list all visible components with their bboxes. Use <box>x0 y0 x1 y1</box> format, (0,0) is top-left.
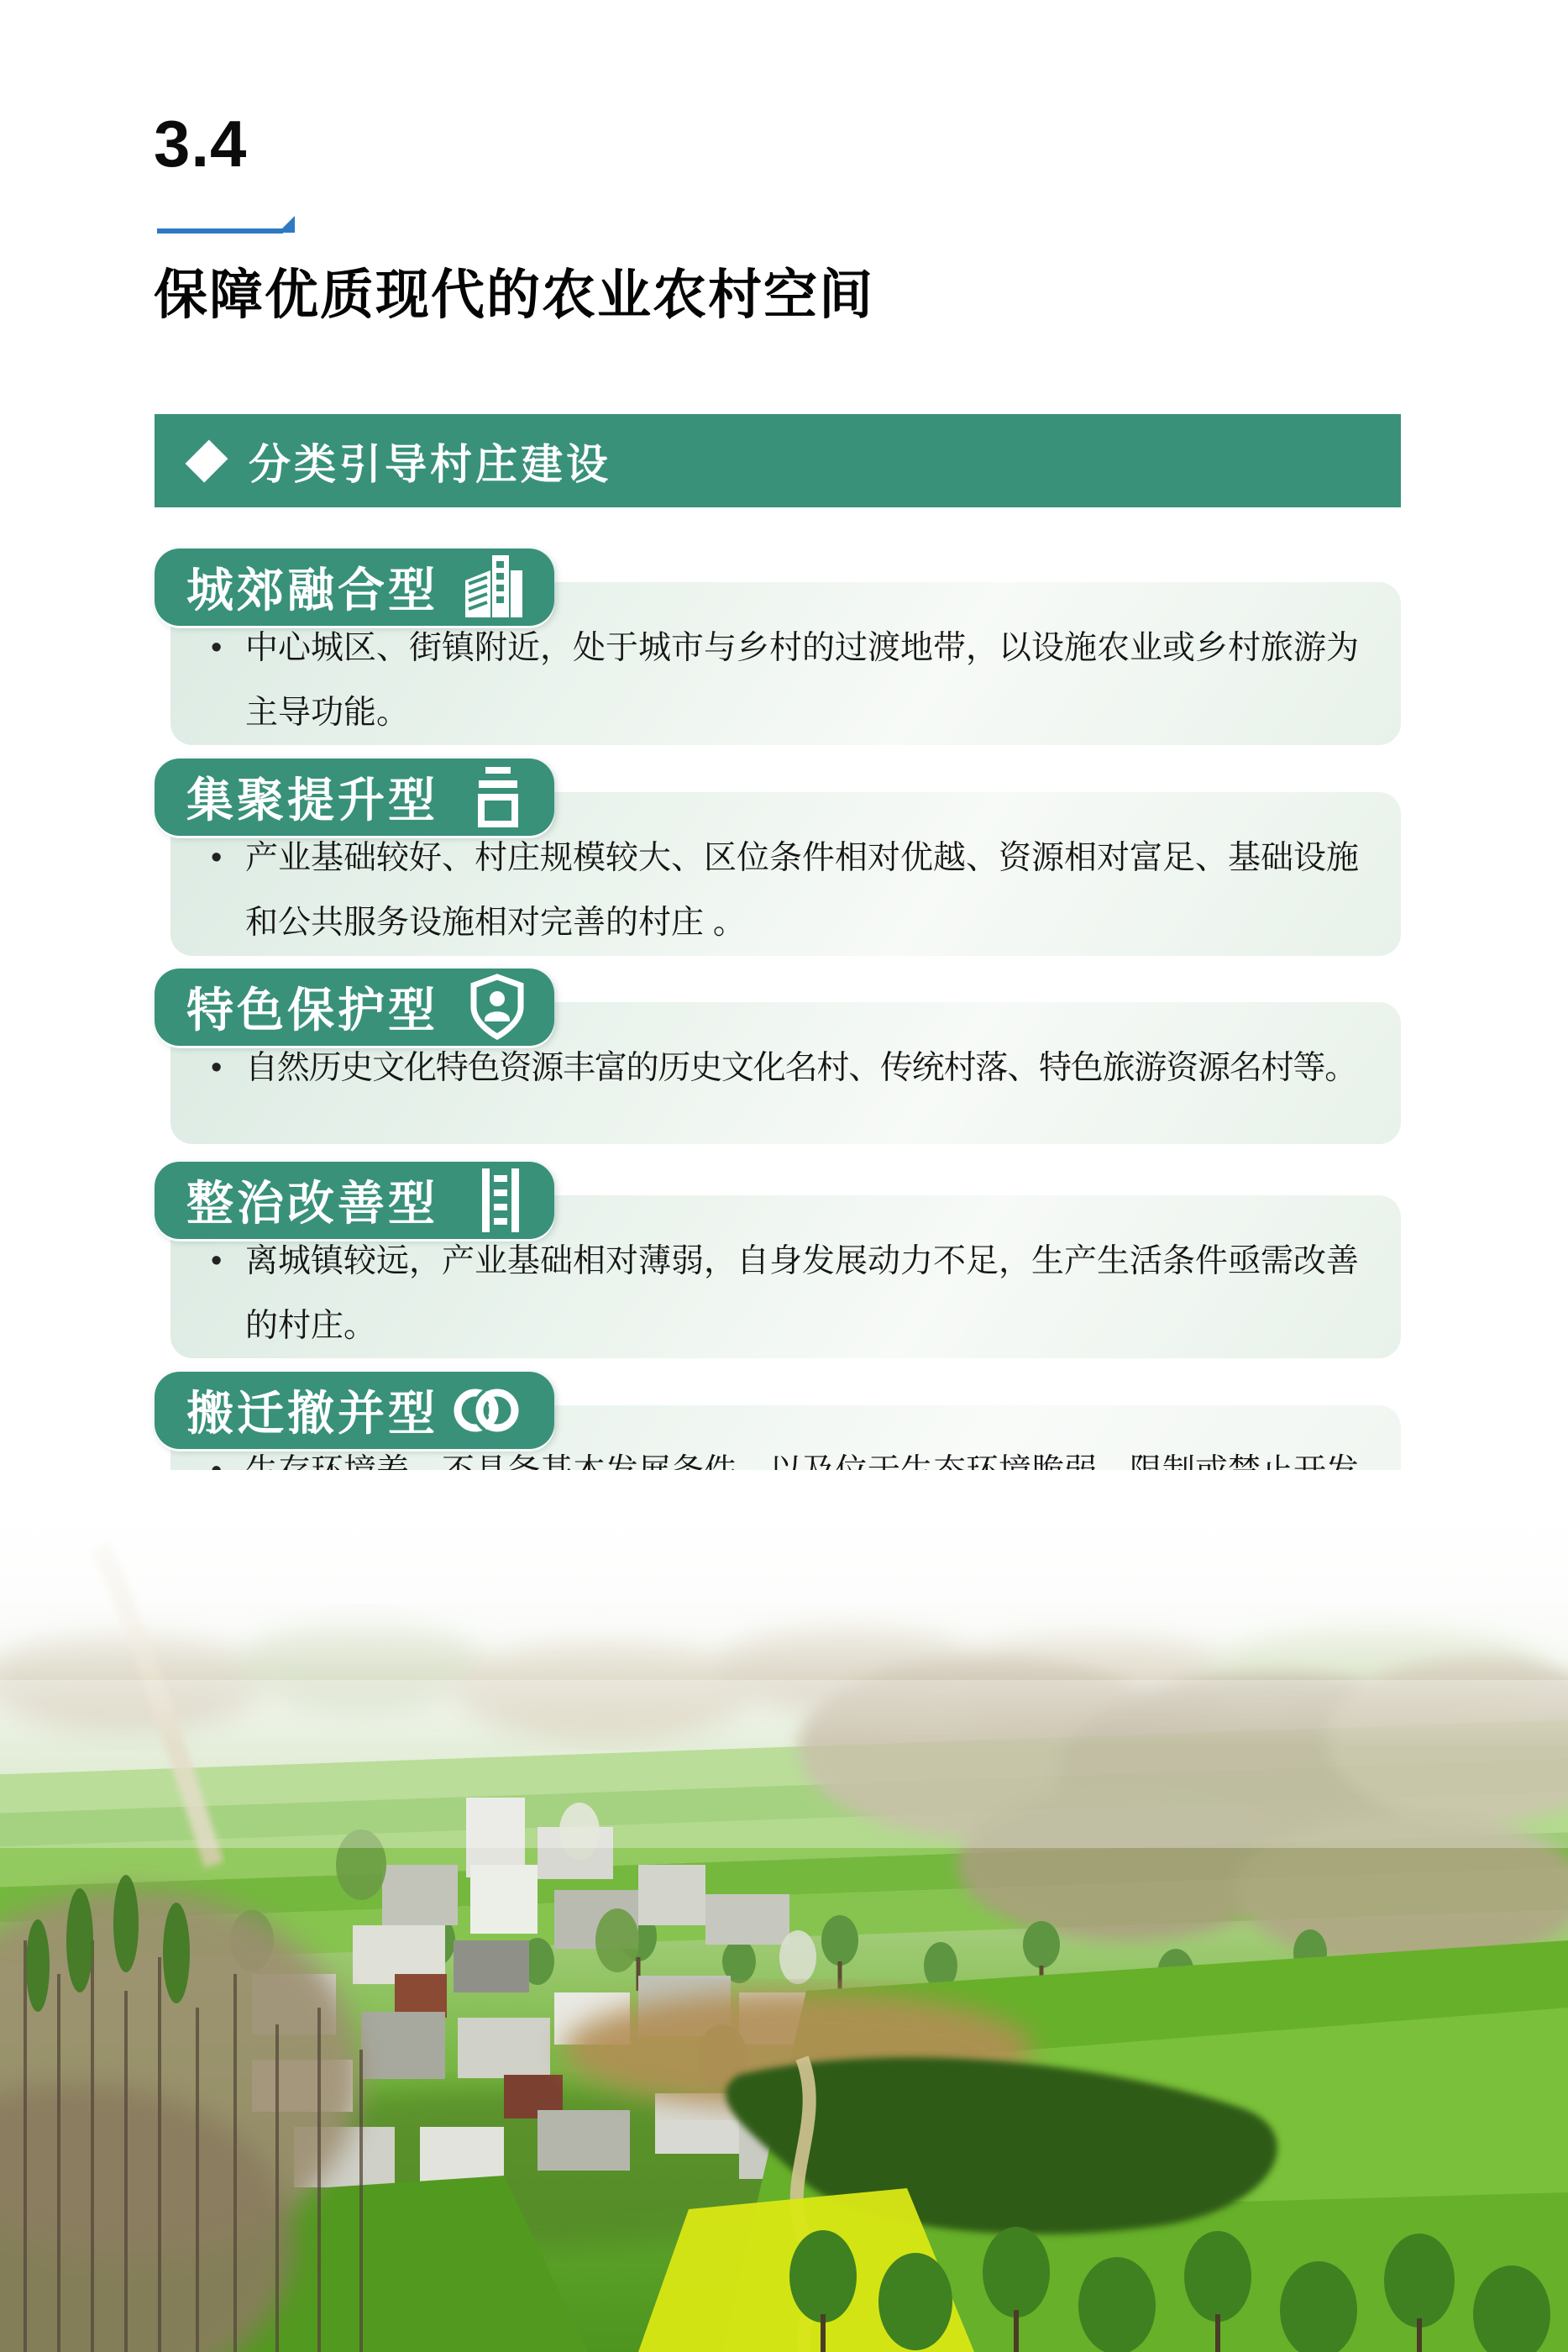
village-type-block-renovation-improvement <box>155 1162 1401 1358</box>
linked-rings-icon <box>445 1383 526 1438</box>
diamond-icon <box>186 439 228 482</box>
village-type-block-agglomeration-upgrade <box>155 759 1401 956</box>
village-type-description: 产业基础较好、村庄规模较大、区位条件相对优越、资源相对富足、基础设施和公共服务设施相对完善的村庄 。 <box>245 840 1360 941</box>
haze-band <box>0 1680 1568 1848</box>
section-banner <box>155 414 1401 507</box>
rural-landscape-photo <box>0 1470 1568 2352</box>
page-title: 保障优质现代的农业农村空间 <box>154 265 874 325</box>
bullet: • <box>211 1243 223 1278</box>
village-type-tag-label: 特色保护型 <box>186 984 438 1037</box>
village-type-tag <box>155 1372 554 1449</box>
section-number: 3.4 <box>154 107 248 181</box>
village-type-tag-label: 城郊融合型 <box>186 564 438 617</box>
section-underline <box>157 228 283 234</box>
section-banner-label: 分类引导村庄建设 <box>249 440 611 488</box>
village-type-block-character-protection <box>155 969 1401 1144</box>
village-type-tag-label: 集聚提升型 <box>186 774 438 827</box>
village-type-tag <box>155 759 554 836</box>
stacked-panels-icon <box>469 765 526 829</box>
underline-arrow-icon <box>278 216 295 233</box>
village-type-tag-label: 整治改善型 <box>186 1177 438 1230</box>
bullet: • <box>211 630 223 665</box>
village-type-tag <box>155 1162 554 1239</box>
village-type-description: 离城镇较远，产业基础相对薄弱，自身发展动力不足，生产生活条件亟需改善的村庄。 <box>245 1243 1360 1344</box>
village-type-description: 中心城区、街镇附近，处于城市与乡村的过渡地带，以设施农业或乡村旅游为主导功能。 <box>245 630 1360 731</box>
bullet: • <box>211 840 223 875</box>
city-buildings-icon <box>459 552 526 622</box>
village-type-tag <box>155 969 554 1046</box>
ladder-icon <box>475 1167 526 1234</box>
village-type-block-suburban-integration <box>155 549 1401 745</box>
village-type-tag-label: 搬迁撤并型 <box>186 1387 438 1440</box>
village-type-tag <box>155 549 554 626</box>
rural-landscape-scene <box>0 1470 1568 2352</box>
bullet: • <box>211 1050 223 1085</box>
village-type-description: 自然历史文化特色资源丰富的历史文化名村、传统村落、特色旅游资源名村等。 <box>245 1050 1357 1086</box>
shield-person-icon <box>469 974 526 1041</box>
